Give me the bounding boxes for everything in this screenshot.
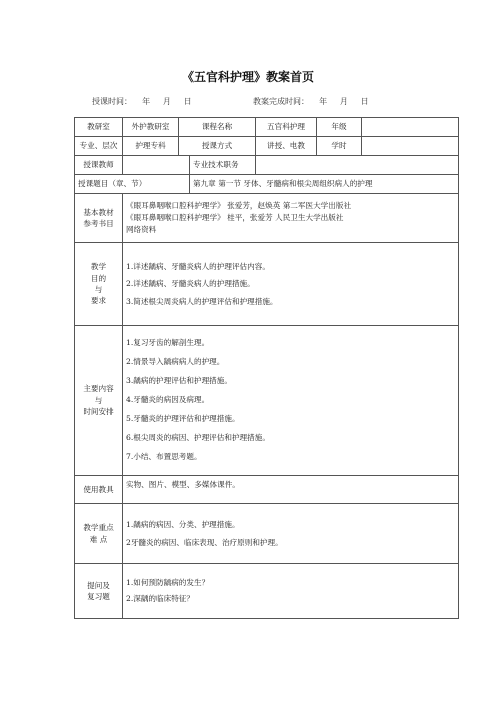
goals-label-line: 教学 xyxy=(90,262,107,272)
method-value: 讲授、电教 xyxy=(256,137,317,156)
reference-item: 《眼耳鼻咽喉口腔科护理学》 桂平，张爱芳 人民卫生大学出版社 xyxy=(126,213,344,223)
row-tools xyxy=(75,476,459,504)
goals-label-line: 要求 xyxy=(90,296,107,306)
row-focus xyxy=(75,504,459,564)
focus-content xyxy=(123,504,459,564)
content-item: 2.情景导入龋病病人的护理。 xyxy=(126,357,225,367)
page-title: 《五官科护理》教案首页 xyxy=(181,70,314,84)
row-dept xyxy=(75,118,459,137)
question-item: 2.深龋的临床特征？ xyxy=(126,594,194,603)
completion-time: 教案完成时间： 年 月 日 xyxy=(253,97,369,106)
grade-label: 年级 xyxy=(317,118,362,137)
course-value: 五官科护理 xyxy=(256,118,317,137)
focus-item: 1.龋病的病因、分类、护理措施。 xyxy=(126,520,240,530)
row-teacher xyxy=(75,156,459,175)
content-label-line: 与 xyxy=(94,395,103,405)
content-label xyxy=(75,326,123,476)
tools-value: 实物、图片、模型、多媒体课件。 xyxy=(123,476,459,504)
goals-content xyxy=(123,243,459,326)
focus-label-line: 教学重点 xyxy=(83,523,114,533)
method-label: 授课方式 xyxy=(179,137,256,156)
references-label-line: 参考书目 xyxy=(83,219,114,228)
hours-label: 学时 xyxy=(317,137,362,156)
tech-title-label: 专业技术职务 xyxy=(190,156,256,175)
row-topic xyxy=(75,175,459,194)
lesson-time: 授课时间： 年 月 日 xyxy=(92,97,192,106)
hours-value xyxy=(362,137,459,156)
dept-label: 教研室 xyxy=(75,118,123,137)
focus-label xyxy=(75,504,123,564)
references-content xyxy=(123,194,459,243)
goal-item: 2.详述龋病、牙髓炎病人的护理措施。 xyxy=(126,279,255,289)
lesson-plan-table xyxy=(74,117,459,619)
focus-label-line: 难 点 xyxy=(89,534,108,544)
reference-item: 网络资料 xyxy=(126,224,157,234)
content-list xyxy=(123,326,459,476)
topic-label: 授课题目（章、节） xyxy=(75,175,190,194)
tools-label: 使用教具 xyxy=(75,476,123,504)
content-item: 1.复习牙齿的解剖生理。 xyxy=(126,338,210,348)
content-item: 3.龋病的护理评估和护理措施。 xyxy=(126,376,232,386)
goals-label xyxy=(75,243,123,326)
major-value: 护理专科 xyxy=(123,137,179,156)
content-item: 5.牙髓炎的护理评估和护理措施。 xyxy=(126,413,240,423)
content-label-line: 时间安排 xyxy=(83,407,114,417)
row-references xyxy=(75,194,459,243)
questions-label xyxy=(75,564,123,619)
goal-item: 1.详述龋病、牙髓炎病人的护理评估内容。 xyxy=(126,262,270,272)
focus-item: 2牙髓炎的病因、临床表现、治疗原则和护理。 xyxy=(126,537,283,547)
content-item: 6.根尖周炎的病因、护理评估和护理措施。 xyxy=(126,432,270,442)
questions-content xyxy=(123,564,459,619)
goals-label-line: 与 xyxy=(94,285,103,294)
question-item: 1.如何预防龋病的发生？ xyxy=(126,578,210,588)
goals-label-line: 目的 xyxy=(90,273,107,283)
teacher-value xyxy=(123,156,190,175)
tech-title-value xyxy=(256,156,459,175)
row-content xyxy=(75,326,459,476)
references-label-line: 基本教材 xyxy=(83,207,114,217)
content-item: 4.牙髓炎的病因及病理。 xyxy=(126,395,210,404)
topic-value: 第九章 第一节 牙体、牙髓病和根尖周组织病人的护理 xyxy=(190,175,459,194)
row-goals xyxy=(75,243,459,326)
row-major xyxy=(75,137,459,156)
teacher-label: 授课教师 xyxy=(75,156,123,175)
reference-item: 《眼耳鼻咽喉口腔科护理学》 张爱芳，赵焕英 第二军医大学出版社 xyxy=(126,201,352,211)
row-questions xyxy=(75,564,459,619)
goal-item: 3.简述根尖周炎病人的护理评估和护理措施。 xyxy=(126,296,278,306)
dept-value: 外护教研室 xyxy=(123,118,179,137)
questions-label-line: 提问及 xyxy=(87,580,110,590)
content-item: 7.小结、布置思考题。 xyxy=(126,451,202,461)
course-label: 课程名称 xyxy=(179,118,256,137)
content-label-line: 主要内容 xyxy=(83,384,114,394)
major-label: 专业、层次 xyxy=(75,137,123,156)
questions-label-line: 复习题 xyxy=(87,592,110,601)
references-label xyxy=(75,194,123,243)
grade-value xyxy=(362,118,459,137)
